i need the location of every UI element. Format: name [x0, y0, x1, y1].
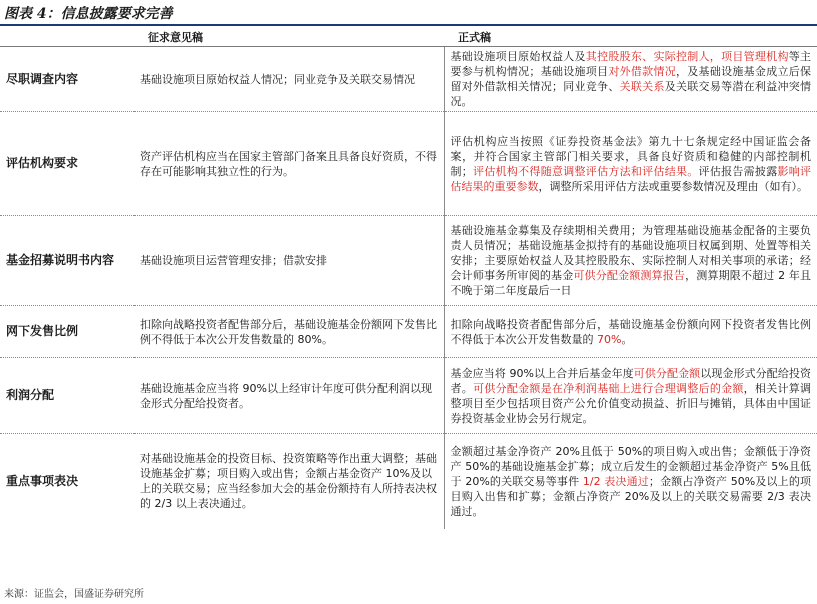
row-label: 重点事项表决 — [0, 434, 134, 529]
plain-text: 扣除向战略投资者配售部分后，基础设施基金份额向网下投资者发售比例不得低于本次公开发售数量的 — [450, 317, 811, 346]
draft-text: 对基础设施基金的投资目标、投资策略等作出重大调整；基础设施基金扩募；项目购入或出售；金额占基金资产 10%及以上的关联交易；应当经参加大会的基金份额持有人所持表决权的 2/3 以上表决通过。 — [134, 434, 444, 529]
highlight-text: 关联关系 — [619, 80, 665, 93]
draft-text: 基础设施基金应当将 90%以上经审计年度可供分配利润以现金形式分配给投资者。 — [134, 358, 444, 434]
highlight-text: 可供分配金额是在净利润基础上进行合理调整后的金额 — [473, 381, 744, 395]
row-label: 利润分配 — [0, 358, 134, 434]
plain-text: 基础设施项目原始权益人及 — [450, 50, 586, 63]
highlight-text: 对外借款情况 — [608, 65, 676, 78]
final-text — [444, 112, 817, 216]
plain-text: 基金应当将 90%以上合并后基金年度 — [450, 366, 634, 380]
table-row — [0, 306, 817, 358]
highlight-text: 影响评估结果的重要参数 — [450, 164, 812, 193]
highlight-text: 70% — [597, 332, 622, 346]
draft-text: 扣除向战略投资者配售部分后，基础设施基金份额网下发售比例不得低于本次公开发售数量的 80%。 — [134, 306, 444, 358]
plain-text: 基础设施基金募集及存续期相关费用；为管理基础设施基金配备的主要负责人员情况；基础设施基金拟持有的基础设施项目权属到期、处置等相关安排；主要原始权益人及其控股股东、实际控制人对相关事项的承诺；经会计师事务所审阅的基金 — [450, 224, 811, 282]
row-label: 基金招募说明书内容 — [0, 216, 134, 306]
plain-text: 金额超过基金净资产 20%且低于 50%的项目购入或出售；金额低于净资产 50%的基础设施基金扩募；成立后发生的金额超过基金净资产 5%且低于 20%的关联交易等事件 — [450, 444, 811, 488]
final-text — [444, 306, 817, 358]
draft-text: 资产评估机构应当在国家主管部门备案且具备良好资质，不得存在可能影响其独立性的行为。 — [134, 112, 444, 216]
plain-text: 及关联交易等潜在利益冲突情况。 — [450, 80, 812, 108]
header-final: 正式稿 — [444, 28, 817, 47]
highlight-text: 可供分配金额 — [633, 366, 701, 380]
row-label: 评估机构要求 — [0, 112, 134, 216]
plain-text: 评估报告需披露 — [698, 164, 778, 178]
highlight-text: 其控股股东、实际控制人，项目管理机构 — [585, 50, 789, 63]
table-row — [0, 112, 817, 216]
table-row — [0, 434, 817, 529]
draft-text: 基础设施项目运营管理安排；借款安排 — [134, 216, 444, 306]
final-text — [444, 358, 817, 434]
highlight-text: 可供分配金额测算报告 — [573, 269, 686, 282]
plain-text: ，测算期限不超过 2 年且不晚于第二年度最后一日 — [450, 269, 811, 297]
plain-text: 评估机构应当按照《证券投资基金法》第九十七条规定经中国证监会备案，并符合国家主管部门相关要求，具备良好资质和稳健的内部控制机制； — [450, 134, 811, 178]
row-label: 网下发售比例 — [0, 306, 134, 358]
plain-text: ，及基础设施基金成立后保留对外借款相关情况；同业竞争、 — [450, 65, 812, 93]
header-blank — [0, 28, 134, 47]
highlight-text: 1/2 表决通过 — [582, 474, 649, 488]
plain-text: ；金额占净资产 50%及以上的项目购入出售和扩募；金额占净资产 20%及以上的关联交易需要 2/3 表决通过。 — [450, 474, 811, 518]
final-text — [444, 216, 817, 306]
plain-text: ，调整所采用评估方法或重要参数情况及理由（如有）。 — [538, 179, 808, 193]
plain-text: 以现金形式分配给投资者。 — [450, 366, 812, 395]
table-row — [0, 216, 817, 306]
source-note: 来源：证监会，国盛证券研究所 — [4, 589, 144, 600]
final-text — [444, 47, 817, 112]
comparison-table — [0, 28, 817, 529]
figure-title: 图表 4：信息披露要求完善 — [0, 2, 817, 26]
highlight-text: 评估机构不得随意调整评估方法和评估结果。 — [472, 164, 699, 178]
header-draft: 征求意见稿 — [134, 28, 444, 47]
table-row — [0, 358, 817, 434]
table-row — [0, 47, 817, 112]
plain-text: ，相关计算调整项目至少包括项目资产公允价值变动损益、折旧与摊销，具体由中国证券投资基金业协会另行规定。 — [450, 381, 812, 425]
plain-text: 等主要参与机构情况；基础设施项目 — [450, 50, 812, 78]
table-header-row — [0, 28, 817, 47]
row-label: 尽职调查内容 — [6, 71, 79, 86]
draft-text: 基础设施项目原始权益人情况；同业竞争及关联交易情况 — [140, 72, 415, 86]
final-text — [444, 434, 817, 529]
plain-text: 。 — [621, 332, 633, 346]
